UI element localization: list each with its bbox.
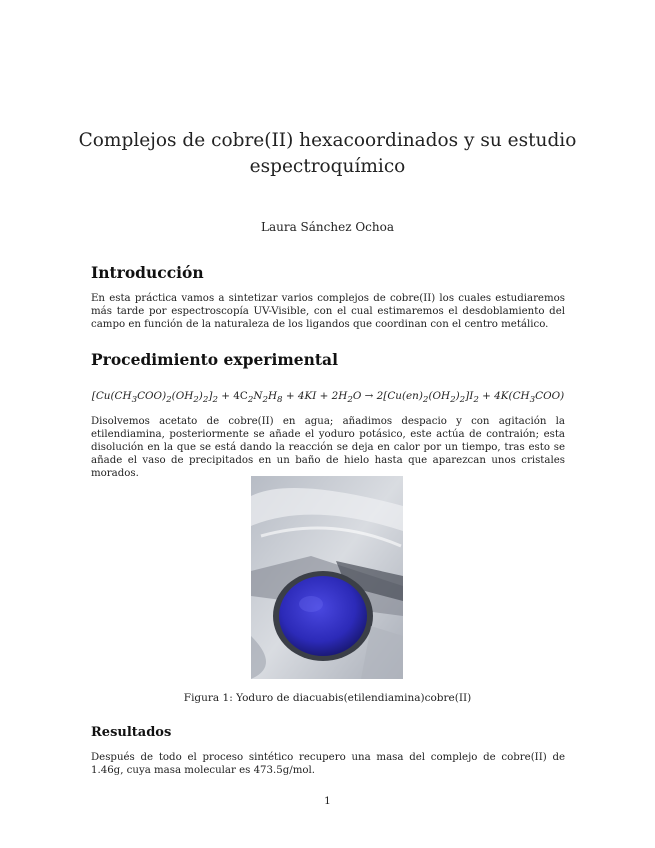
figure-photo-crystals xyxy=(251,476,403,679)
paper-title: Complejos de cobre(II) hexacoordinados y su estudio espectroquímico xyxy=(78,130,577,177)
page-number: 1 xyxy=(324,795,331,807)
introduction-paragraph: En esta práctica vamos a sintetizar varios complejos de cobre(II) los cuales estudiaremos más tarde por espectroscopía UV-Visible, con el cual estimaremos el desdoblamiento del campo en función de la naturaleza de los ligandos que coordinan con el centro metálico. xyxy=(91,293,565,330)
heading-procedure: Procedimiento experimental xyxy=(91,350,338,369)
heading-results: Resultados xyxy=(91,725,172,740)
heading-introduction: Introducción xyxy=(91,263,204,282)
results-paragraph: Después de todo el proceso sintético recupero una masa del complejo de cobre(II) de 1.46g, cuya masa molecular es 473.5g/mol. xyxy=(91,752,565,776)
author-name: Laura Sánchez Ochoa xyxy=(260,220,394,234)
chemical-equation: $[Cu(CH_3COO)_2(OH_2)_2]_2 + 4C_2N_2H_8 + 4KI + 2H_2O \to 2[Cu(en)_2(OH_2)_2]I_2 + 4K(CH_3COO)$ xyxy=(91,390,565,406)
crystals-photo-icon xyxy=(251,476,403,679)
procedure-paragraph: Disolvemos acetato de cobre(II) en agua; añadimos despacio y con agitación la etilendiamina, posteriormente se añade el yoduro potásico, este actúa de contraión; esta disolución en la que se está dando la reacción se deja en calor por un tiempo, tras esto se añade el vaso de precipitados en un baño de hielo hasta que aparezcan unos cristales morados. xyxy=(91,416,565,479)
figure-caption: Figura 1: Yoduro de diacuabis(etilendiamina)cobre(II) xyxy=(183,692,472,704)
